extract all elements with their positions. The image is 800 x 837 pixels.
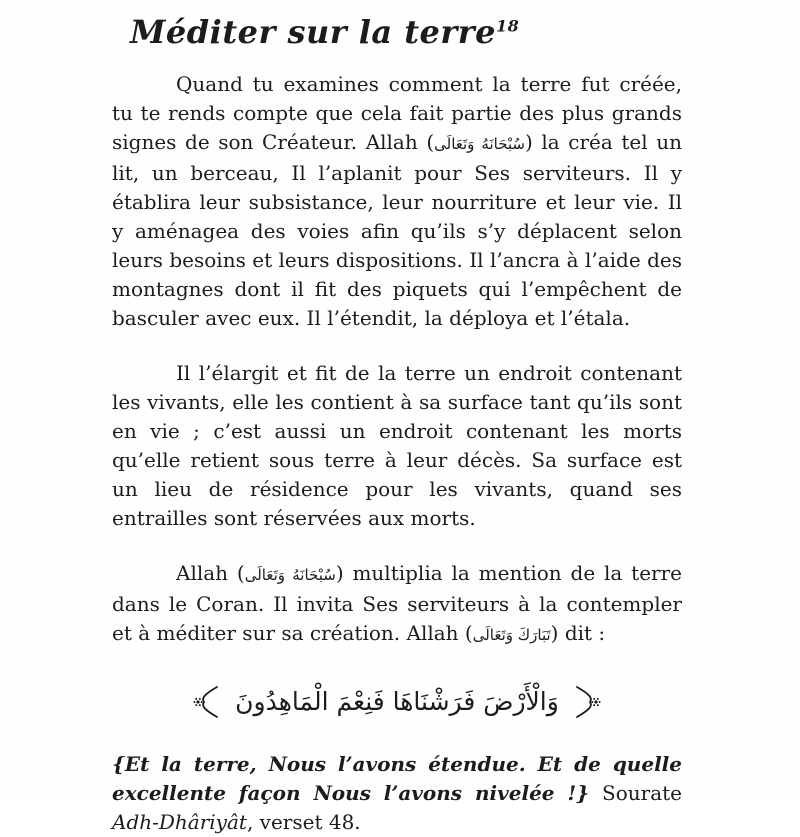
quran-verse-arabic: وَالْأَرْضَ فَرَشْنَاهَا فَنِعْمَ الْمَاهِدُونَ <box>235 687 559 716</box>
ornate-bracket-left-icon <box>193 685 219 719</box>
verse-translation <box>112 750 682 837</box>
paragraph-text: Allah ( <box>176 561 245 585</box>
paragraph-text: Il l’élargit et fit de la terre un endroit contenant les vivants, elle les contient à sa surface tant qu’ils sont en vie ; c’est aussi un endroit contenant les morts qu’elle retient sous terre à leur décès. Sa surface est un lieu de résidence pour les vivants, quand ses entrailles sont réservées aux morts. <box>112 361 682 530</box>
source-prefix: Sourate <box>602 781 682 805</box>
ornate-bracket-right-icon <box>575 685 601 719</box>
translation-text: {Et la terre, Nous l’avons étendue. Et de quelle excellente façon Nous l’avons nivelée !} <box>112 752 682 805</box>
paragraph-text: ) la créa tel un lit, un berceau, Il l’aplanit pour Ses serviteurs. Il y établira leur subsistance, leur nourriture et leur vie. Il y aménagea des voies afin qu’ils s’y déplacent selon leurs besoins et leurs dispositions. Il l’ancra à l’aide des montagnes dont il fit des piquets qui l’empêchent de basculer avec eux. Il l’étendit, la déploya et l’étala. <box>112 130 682 330</box>
paragraph-living-dead <box>112 359 682 533</box>
arabic-honorific: سُبْحَانَهُ وَتَعَالَى <box>244 566 336 584</box>
paragraph-text: Quand tu examines comment la terre fut créée, tu te rends compte que cela fait partie des plus grands signes de son Créateur. Allah ( <box>112 72 682 154</box>
chapter-title <box>130 13 519 51</box>
chapter-header <box>130 10 682 58</box>
footnote-reference: 18 <box>495 16 520 36</box>
paragraph-creation <box>112 70 682 333</box>
quran-verse-block <box>112 676 682 728</box>
chapter-title-text: Méditer sur la terre <box>130 13 496 51</box>
paragraph-text: ) dit : <box>550 621 606 645</box>
surah-name: Adh-Dhâriyât <box>112 810 247 834</box>
paragraph-text: ) multiplia la mention de la terre dans le Coran. Il invita Ses serviteurs à la contempler et à méditer sur sa création. Allah ( <box>112 561 682 645</box>
arabic-honorific: سُبْحَانَهُ وَتَعَالَى <box>434 135 525 153</box>
verse-number: , verset 48. <box>246 810 361 834</box>
paragraph-quran-mention <box>112 559 682 650</box>
arabic-honorific: تَبَارَكَ وَتَعَالَى <box>472 626 551 644</box>
